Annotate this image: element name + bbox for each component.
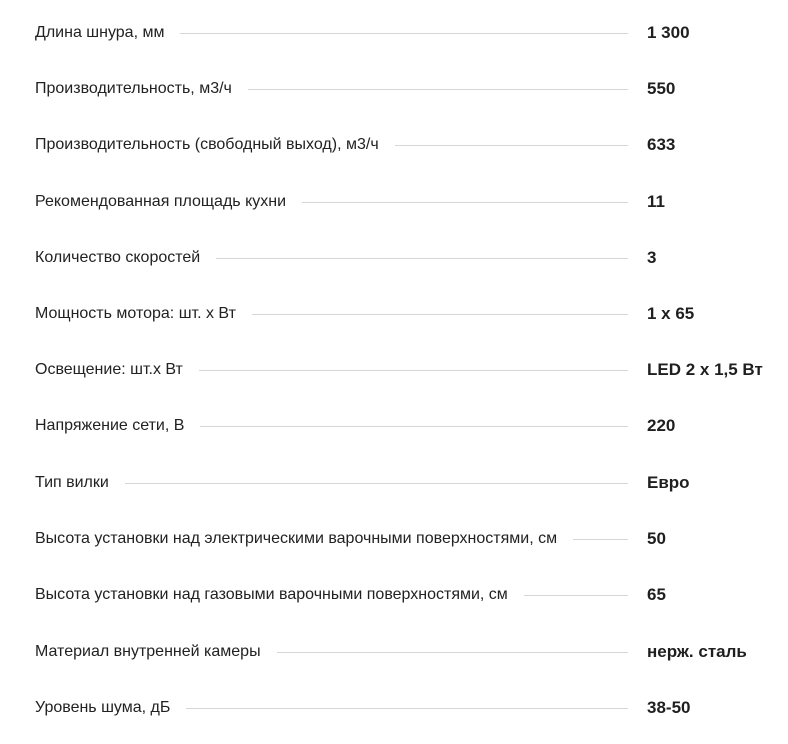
spec-row-height-gas (0, 575, 788, 615)
spec-label: Освещение: шт.х Вт (35, 350, 199, 390)
spec-label: Длина шнура, мм (35, 13, 180, 53)
spec-row-performance-free-exit (0, 125, 788, 165)
spec-value: 1 х 65 (647, 304, 695, 323)
spec-value: 220 (647, 416, 676, 435)
spec-label: Высота установки над газовыми варочными поверхностями, см (35, 575, 524, 615)
spec-label: Уровень шума, дБ (35, 688, 186, 728)
spec-label: Рекомендованная площадь кухни (35, 182, 302, 222)
spec-value: 50 (647, 529, 666, 548)
spec-row-kitchen-area (0, 182, 788, 222)
spec-label: Тип вилки (35, 463, 125, 503)
spec-row-chamber-material (0, 632, 788, 672)
spec-label: Напряжение сети, В (35, 406, 200, 446)
spec-value: LED 2 х 1,5 Вт (647, 360, 763, 379)
spec-row-motor-power (0, 294, 788, 334)
spec-value: 65 (647, 585, 666, 604)
spec-row-cord-length (0, 13, 788, 53)
spec-row-height-electric (0, 519, 788, 559)
spec-label: Мощность мотора: шт. х Вт (35, 294, 252, 334)
spec-row-voltage (0, 406, 788, 446)
spec-label: Производительность (свободный выход), м3/ч (35, 125, 395, 165)
spec-value: нерж. сталь (647, 642, 747, 661)
spec-row-plug-type (0, 463, 788, 503)
spec-value: 11 (647, 192, 665, 211)
spec-value: 1 300 (647, 23, 690, 42)
spec-row-lighting (0, 350, 788, 390)
spec-row-noise-level (0, 688, 788, 728)
spec-value: 38-50 (647, 698, 691, 717)
spec-row-performance (0, 69, 788, 109)
spec-label: Производительность, м3/ч (35, 69, 248, 109)
spec-value: 3 (647, 248, 657, 267)
spec-row-speeds (0, 238, 788, 278)
spec-label: Количество скоростей (35, 238, 216, 278)
spec-label: Материал внутренней камеры (35, 632, 277, 672)
spec-value: 550 (647, 79, 676, 98)
spec-label: Высота установки над электрическими варочными поверхностями, см (35, 519, 573, 559)
spec-value: Евро (647, 473, 690, 492)
spec-value: 633 (647, 135, 676, 154)
